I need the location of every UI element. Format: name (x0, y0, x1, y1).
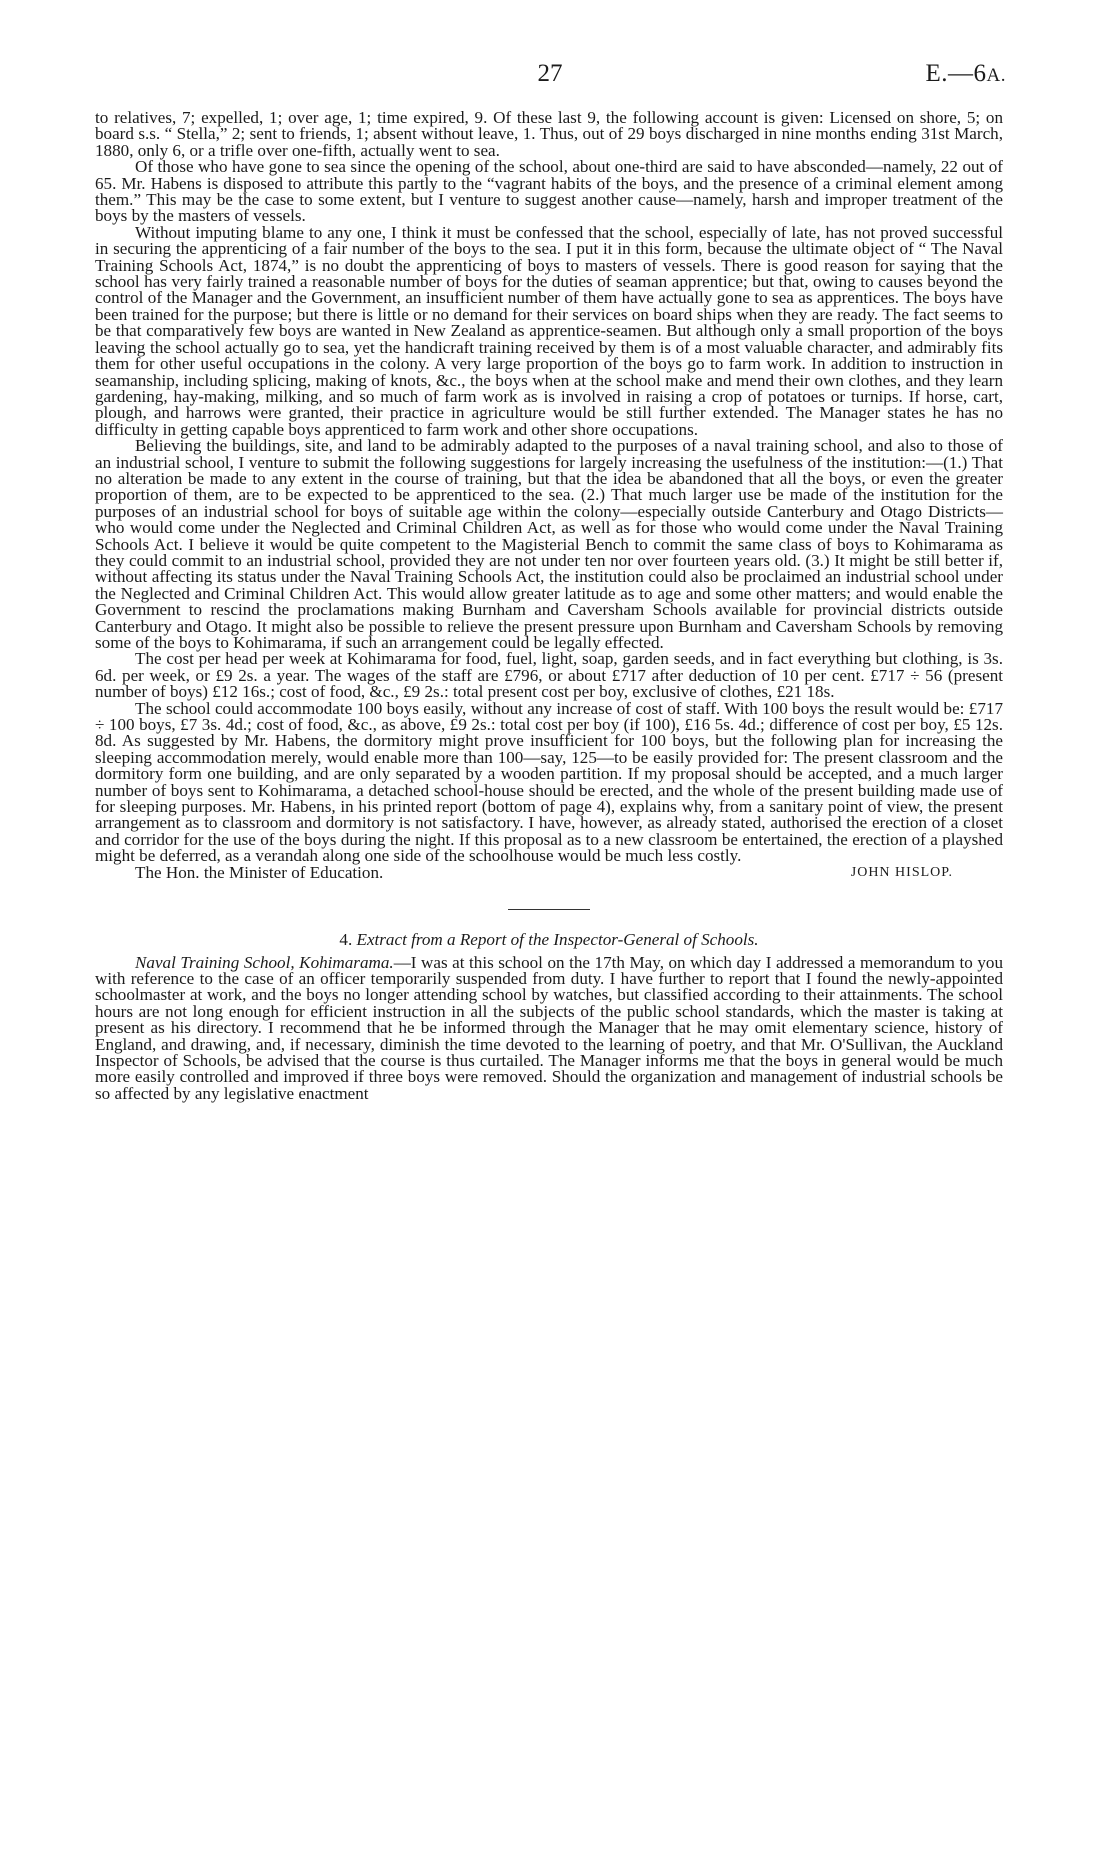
paragraph-3: Without imputing blame to any one, I think it must be confessed that the school, especially of late, has not proved successful in securing the apprenticing of a fair number of the boys to the sea. I put it in this form, because the ultimate object of “ The Naval Training Schools Act, 1874,” is no doubt the apprenticing of boys to masters of vessels. There is good reason for saying that the school has very fairly trained a reasonable number of boys for the duties of seaman apprentice; but that, owing to causes beyond the control of the Manager and the Government, an insufficient number of them have actually gone to sea as apprentices. The boys have been trained for the purpose; but there is little or no demand for their services on board ships when they are ready. The fact seems to be that comparatively few boys are wanted in New Zealand as apprentice-seamen. But although only a small proportion of the boys leaving the school actually go to sea, yet the handicraft training received by them is of a most valuable character, and admirably fits them for other useful occupations in the colony. A very large proportion of the boys go to farm work. In addition to instruction in seamanship, including splicing, making of knots, &c., the boys when at the school make and mend their own clothes, and they learn gardening, hay-making, milking, and so much of farm work as is involved in raising a crop of potatoes or turnips. If horse, cart, plough, and harrows were granted, their practice in agriculture would be still further extended. The Manager states he has no difficulty in getting capable boys apprenticed to farm work and other shore occupations. (95, 222, 1003, 439)
section-4-paragraph (95, 952, 1003, 1103)
section-4-title: Extract from a Report of the Inspector-General of Schools. (356, 930, 759, 950)
signatory: JOHN HISLOP. (850, 864, 953, 880)
document-reference-suffix: A. (986, 65, 1006, 86)
paragraph-5: The cost per head per week at Kohimarama for food, fuel, light, soap, garden seeds, and in fact everything but clothing, is 3s. 6d. per week, or £9 2s. a year. The wages of the staff are £796, or about £717 after deduction of 10 per cent. £717 ÷ 56 (present number of boys) £12 16s.; cost of food, &c., £9 2s.: total present cost per boy, exclusive of clothes, £21 18s. (95, 649, 1003, 702)
body-text (95, 110, 1003, 1102)
section-4-heading (95, 932, 1003, 948)
page-number: 27 (537, 60, 563, 87)
section-4-number: 4. (339, 930, 353, 950)
section-divider (508, 909, 590, 910)
document-reference (925, 60, 1006, 88)
paragraph-4: Believing the buildings, site, and land to be admirably adapted to the purposes of a naval training school, and also to those of an industrial school, I venture to submit the following suggestions for largely increasing the usefulness of the institution:—(1.) That no alteration be made to any extent in the course of training, but that the idea be abandoned that all the boys, or even the greater proportion of them, are to be expected to be apprenticed to the sea. (2.) That much larger use be made of the institution for the purposes of an industrial school for boys of suitable age within the colony—especially outside Canterbury and Otago Districts—who would come under the Neglected and Criminal Children Act, as well as for those who would come under the Naval Training Schools Act. I believe it would be quite competent to the Magisterial Bench to commit the same class of boys to Kohimarama as they could commit to an industrial school, provided they are not under ten nor over fourteen years old. (3.) It might be still better if, without affecting its status under the Naval Training Schools Act, the institution could also be proclaimed an industrial school under the Neglected and Criminal Children Act. This would allow greater latitude as to age and some other matters; and would enable the Government to rescind the proclamations making Burnham and Caversham Schools available for provincial districts outside Canterbury and Otago. It might also be possible to relieve the present pressure upon Burnham and Caversham Schools by removing some of the boys to Kohimarama, if such an arrangement could be legally effected. (95, 436, 1003, 652)
paragraph-1: to relatives, 7; expelled, 1; over age, 1; time expired, 9. Of these last 9, the following account is given: Licensed on shore, 5; on board s.s. “ Stella,” 2; sent to friends, 1; absent without leave, 1. Thus, out of 29 boys discharged in nine months ending 31st March, 1880, only 6, or a trifle over one-fifth, actually went to sea. (95, 108, 1003, 160)
section-4-text: —I was at this school on the 17th May, on which day I addressed a memorandum to you with reference to the case of an officer temporarily suspended from duty. I have further to report that I found the newly-appointed schoolmaster at work, and the boys no longer attending school by watches, but classified according to their attainments. The school hours are not long enough for efficient instruction in all the subjects of the public school standards, which the master is taking at present as his directory. I recommend that he be informed through the Manager that he may omit elementary science, history of England, and drawing, and, if necessary, diminish the time devoted to the learning of poetry, and that Mr. O'Sullivan, the Auckland Inspector of Schools, be advised that the course is thus curtailed. The Manager informs me that the boys in general would be much more easily controlled and improved if three boys were removed. Should the organization and management of industrial schools be so affected by any legislative enactment (95, 952, 1003, 1103)
addressee: The Hon. the Minister of Education. (135, 862, 384, 882)
section-4-lead: Naval Training School, Kohimarama. (135, 952, 394, 972)
paragraph-2: Of those who have gone to sea since the opening of the school, about one-third are said to have absconded—namely, 22 out of 65. Mr. Habens is disposed to attribute this partly to the “vagrant habits of the boys, and the presence of a criminal element among them.” This may be the case to some extent, but I venture to suggest another cause—namely, harsh and improper treatment of the boys by the masters of vessels. (95, 157, 1003, 226)
document-reference-main: E.—6 (925, 60, 987, 87)
signature-block (95, 862, 1003, 882)
paragraph-6: The school could accommodate 100 boys easily, without any increase of cost of staff. With 100 boys the result would be: £717 ÷ 100 boys, £7 3s. 4d.; cost of food, &c., as above, £9 2s.: total cost per boy (if 100), £16 5s. 4d.; difference of cost per boy, £5 12s. 8d. As suggested by Mr. Habens, the dormitory might prove insufficient for 100 boys, but the following plan for increasing the sleeping accommodation merely, would enable more than 100—say, 125—to be easily provided for: The present classroom and the dormitory form one building, and are only separated by a wooden partition. If my proposal should be accepted, and a much larger number of boys sent to Kohimarama, a detached school-house should be erected, and the whole of the present building made use of for sleeping purposes. Mr. Habens, in his printed report (bottom of page 4), explains why, from a sanitary point of view, the present arrangement as to classroom and dormitory is not satisfactory. I have, however, as already stated, authorised the erection of a closet and corridor for the use of the boys during the night. If this proposal as to a new classroom be entertained, the erection of a playshed might be deferred, as a verandah along one side of the schoolhouse would be much less costly. (95, 698, 1003, 866)
